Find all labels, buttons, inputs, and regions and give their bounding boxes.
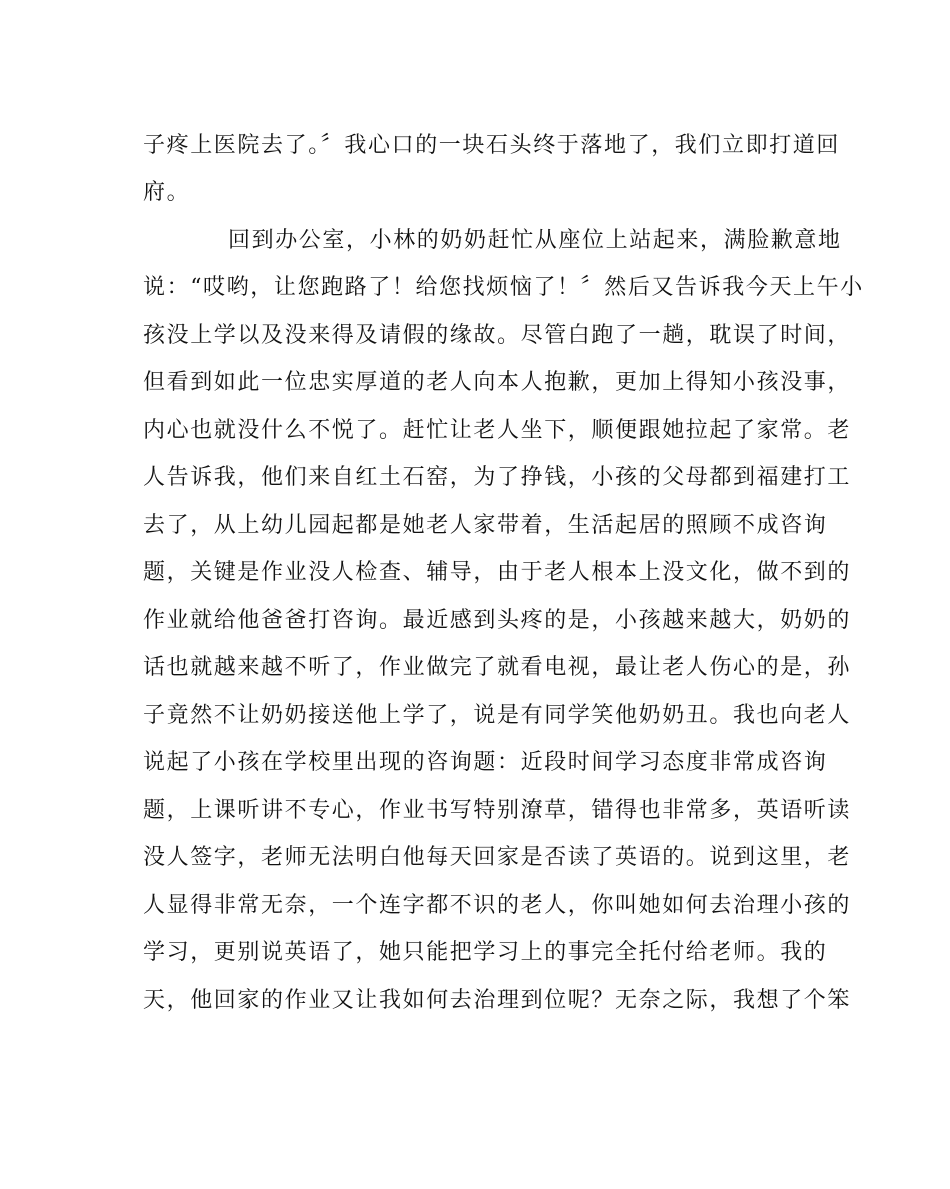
text-line: 题，关键是作业没人检查、辅导，由于老人根本上没文化，做不到的 xyxy=(143,560,852,585)
text-line: 府。 xyxy=(143,180,191,205)
text-line: 学习，更别说英语了，她只能把学习上的事完全托付给老师。我的 xyxy=(143,940,828,965)
text-line: 没人签字，老师无法明白他每天回家是否读了英语的。说到这里，老 xyxy=(143,845,852,870)
text-line: 话也就越来越不听了，作业做完了就看电视，最让老人伤心的是，孙 xyxy=(143,655,852,680)
text-line: 说：“哎哟，让您跑路了！给您找烦恼了！〞然后又告诉我今天上午小 xyxy=(143,275,864,300)
text-line: 子竟然不让奶奶接送他上学了，说是有同学笑他奶奶丑。我也向老人 xyxy=(143,703,852,728)
text-line: 天，他回家的作业又让我如何去治理到位呢？无奈之际，我想了个笨 xyxy=(143,988,852,1013)
text-line: 题，上课听讲不专心，作业书写特别潦草，错得也非常多，英语听读 xyxy=(143,798,852,823)
text-line: 人告诉我，他们来自红土石窑，为了挣钱，小孩的父母都到福建打工 xyxy=(143,465,852,490)
text-line: 作业就给他爸爸打咨询。最近感到头疼的是，小孩越来越大，奶奶的 xyxy=(143,608,852,633)
text-line: 内心也就没什么不悦了。赶忙让老人坐下，顺便跟她拉起了家常。老 xyxy=(143,418,852,443)
text-line: 孩没上学以及没来得及请假的缘故。尽管白跑了一趟，耽误了时间， xyxy=(143,323,852,348)
text-line: 去了，从上幼儿园起都是她老人家带着，生活起居的照顾不成咨询 xyxy=(143,513,828,538)
text-line: 子疼上医院去了。〞我心口的一块石头终于落地了，我们立即打道回 xyxy=(143,133,841,158)
text-line: 人显得非常无奈，一个连字都不识的老人，你叫她如何去治理小孩的 xyxy=(143,893,852,918)
text-line: 说起了小孩在学校里出现的咨询题：近段时间学习态度非常成咨询 xyxy=(143,750,828,775)
paragraph-first-line: 回到办公室，小林的奶奶赶忙从座位上站起来，满脸歉意地 xyxy=(228,228,842,253)
text-line: 但看到如此一位忠实厚道的老人向本人抱歉，更加上得知小孩没事， xyxy=(143,370,852,395)
